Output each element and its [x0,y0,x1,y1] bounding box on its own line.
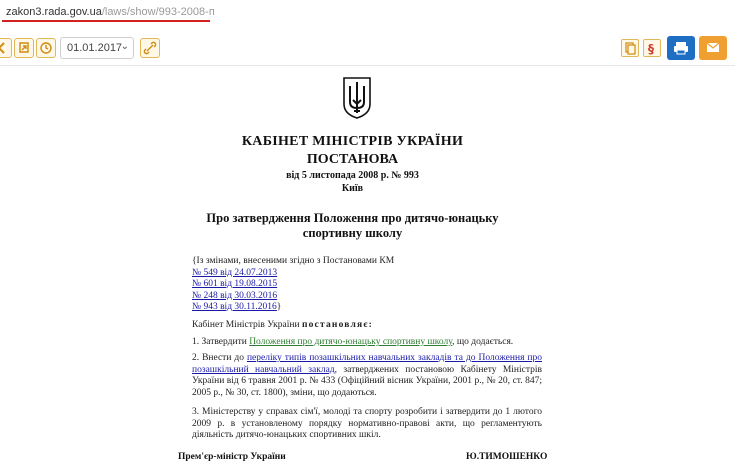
print-icon[interactable] [667,36,695,60]
copy-icon[interactable] [621,39,639,57]
address-bar[interactable] [0,0,735,26]
amendment-link[interactable]: № 943 від 30.11.2016 [192,302,277,312]
pdf-icon[interactable] [643,39,661,57]
url-highlight-underline [2,20,210,22]
law-document [0,66,735,475]
regulation-link[interactable]: Положення про дитячо-юнацьку спортивну школу [249,337,453,347]
history-icon[interactable] [36,38,56,58]
preamble-verb: постановляє: [301,320,374,330]
url-text[interactable] [6,6,215,18]
paragraph-2 [192,353,542,399]
paragraph-1-end: , що додається. [452,337,514,347]
edition-date-select[interactable] [60,37,134,59]
signature-name: Ю.ТИМОШЕНКО [466,452,548,462]
amendments-intro: {Із змінами, внесеними згідно з Постановами КМ [192,256,395,266]
amendments-close: } [276,302,282,312]
preamble [192,320,373,332]
paragraph-2-end: , затверджених постановою Кабінету Міністрів України від 6 травня 2001 р. № 433 (Офіційний вісник України, 2001 р., № 20, ст. 847; 2005 р., № 30, ст. 1800), зміни, що додаються. [192,364,542,398]
paragraph-3: 3. Міністерству у справах сім'ї, молоді та спорту розробити і затвердити до 1 лютого 2009 р. в установленому порядку нормативно-правові акти, що регламентують діяльність дитячо-юнацьких спортивних шкіл. [192,407,542,440]
issuer-heading: КАБІНЕТ МІНІСТРІВ УКРАЇНИ [241,134,464,149]
document-type-heading: ПОСТАНОВА [306,152,399,167]
amendments-block [192,256,394,314]
svg-text:§: § [648,42,654,56]
paragraph-1 [192,337,513,349]
list-of-types-link[interactable]: переліку типів позашкільних навчальних закладів та до Положення про позашкільний навчальний заклад [192,353,542,375]
paragraph-2-start: 2. Внести до [192,353,247,363]
edition-date-value: 01.01.2017 [67,42,123,54]
document-city: Київ [341,183,364,194]
document-title [0,211,720,241]
back-icon[interactable] [0,38,12,58]
mail-icon[interactable] [699,36,727,60]
signature-title: Прем'єр-міністр України [178,452,286,462]
bookmark-arrow-icon[interactable] [14,38,34,58]
paragraph-1-start: 1. Затвердити [192,337,250,347]
document-date: від 5 листопада 2008 р. № 993 [286,170,419,181]
amendment-link[interactable]: № 248 від 30.03.2016 [192,290,278,301]
chevron-down-icon: ⌄ [120,41,129,52]
amendment-link[interactable]: № 549 від 24.07.2013 [192,267,278,278]
document-title-line2: спортивну школу [302,226,403,240]
document-toolbar [0,33,735,66]
amendment-link[interactable]: № 601 від 19.08.2015 [192,279,278,289]
document-title-line1: Про затвердження Положення про дитячо-юнацьку [206,211,499,225]
url-domain: zakon3.rada.gov.ua [6,6,102,18]
preamble-text: Кабінет Міністрів України [192,320,302,330]
link-icon[interactable] [140,38,160,58]
url-path: /laws/show/993-2008-п [101,6,215,18]
coat-of-arms-icon [342,76,372,120]
